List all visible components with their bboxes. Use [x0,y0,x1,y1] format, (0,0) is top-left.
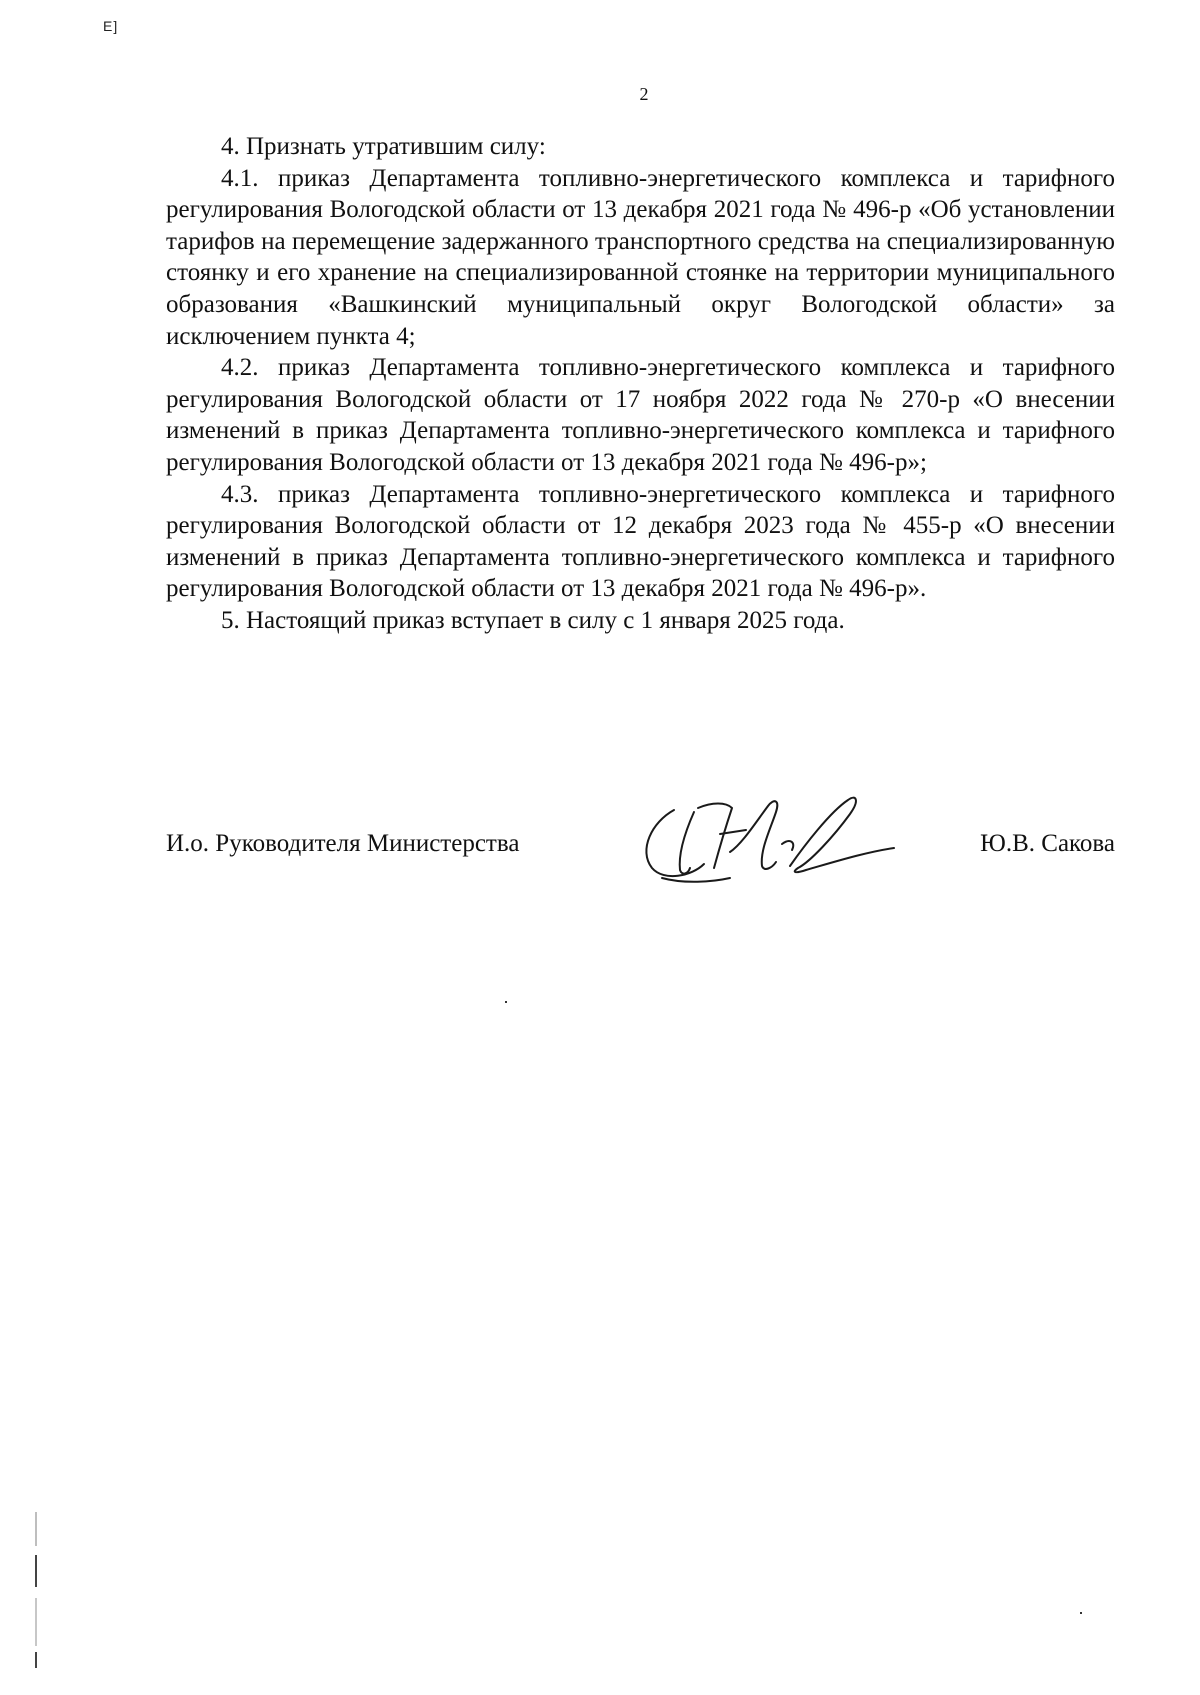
paragraph-4-2: 4.2. приказ Департамента топливно-энергетического комплекса и тарифного регулирования Вологодской области от 17 ноября 2022 года № 270-р «О внесении изменений в приказ Департамента топливно-энергетического комплекса и тарифного регулирования Вологодской области от 13 декабря 2021 года № 496-р»; [166,354,1115,476]
scan-speck [505,1001,507,1003]
corner-mark: E] [103,18,119,34]
page-number: 2 [639,84,649,104]
handwritten-signature [634,772,924,892]
scan-margin-line [35,1598,37,1646]
scan-margin-line [35,1652,37,1668]
scan-margin-line [35,1555,37,1587]
paragraph-4-1: 4.1. приказ Департамента топливно-энергетического комплекса и тарифного регулирования Вологодской области от 13 декабря 2021 года № 496-р «Об установлении тарифов на перемещение задержанного транспортного средства на специализированную стоянку и его хранение на специализированной стоянке на территории муниципального образования «Вашкинский муниципальный округ Вологодской области» за исключением пункта 4; [166,164,1115,350]
signatory-title: И.о. Руководителя Министерства [166,830,520,857]
document-body [166,131,1115,637]
scan-speck [1080,1612,1082,1614]
scan-margin-line [35,1512,37,1546]
paragraph-4-3: 4.3. приказ Департамента топливно-энергетического комплекса и тарифного регулирования Вологодской области от 12 декабря 2023 года № 455-р «О внесении изменений в приказ Департамента топливно-энергетического комплекса и тарифного регулирования Вологодской области от 13 декабря 2021 года № 496-р». [166,480,1115,603]
paragraph-5: 5. Настоящий приказ вступает в силу с 1 января 2025 года. [221,606,845,634]
signatory-name: Ю.В. Сакова [980,830,1115,857]
paragraph-4: 4. Признать утратившим силу: [221,133,546,160]
